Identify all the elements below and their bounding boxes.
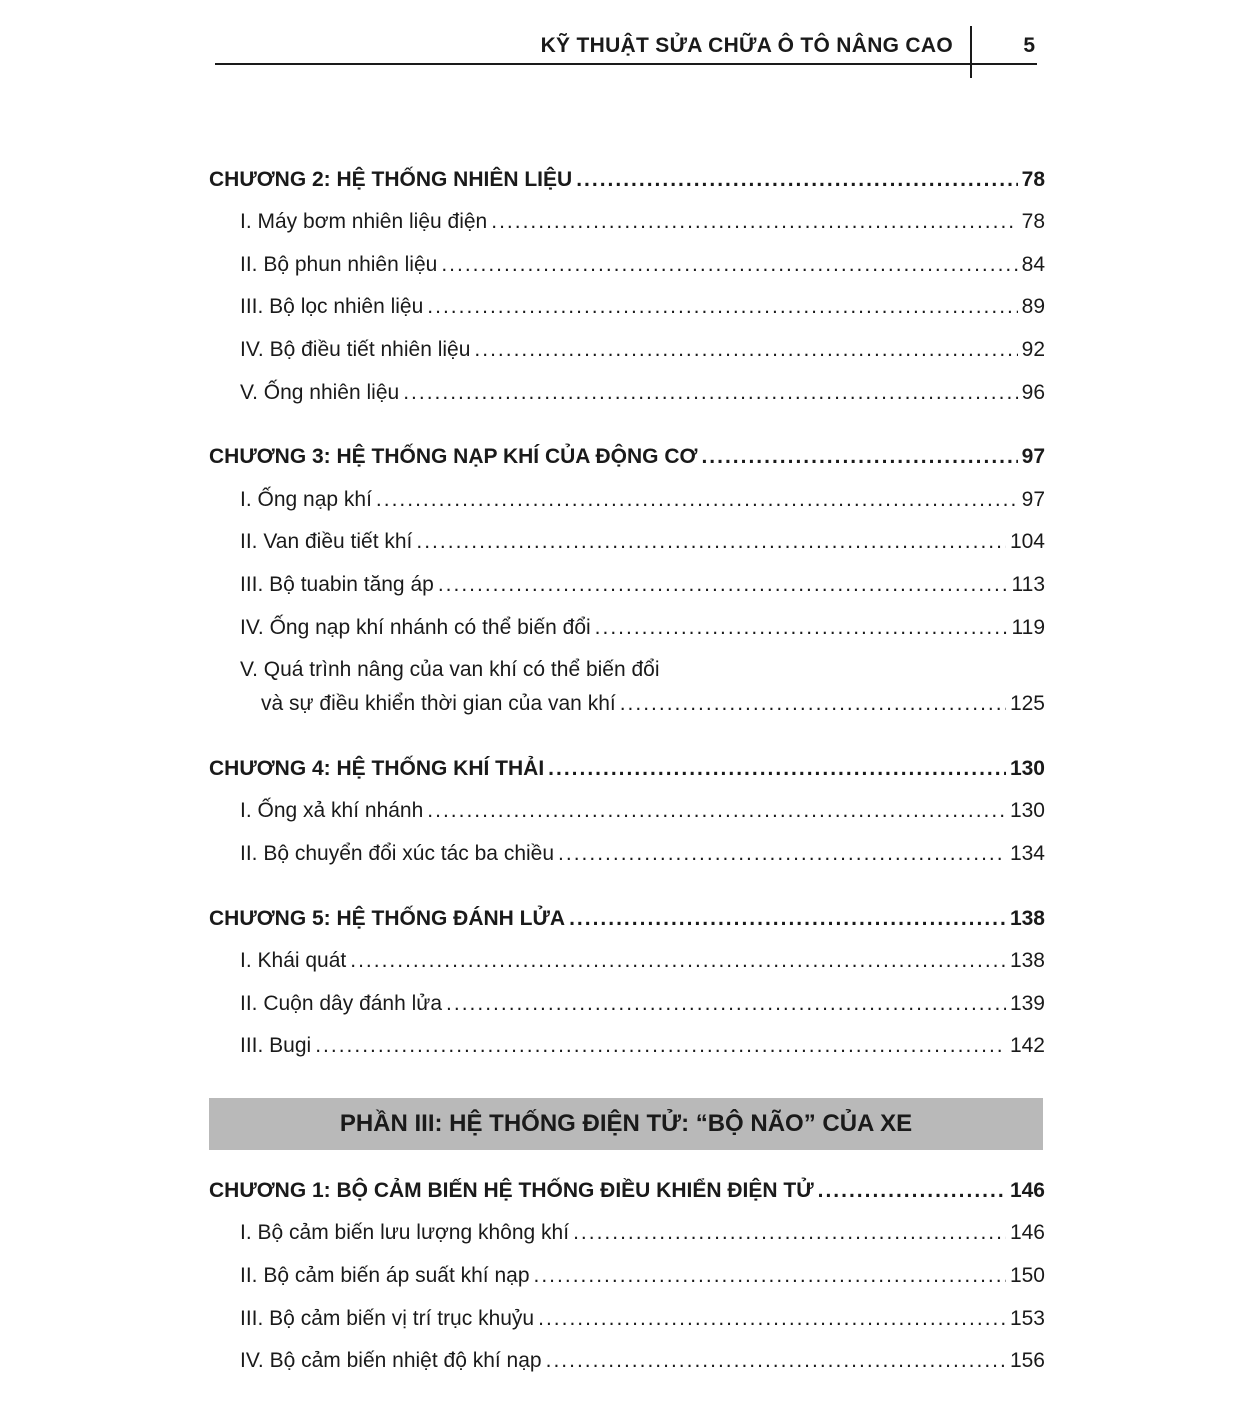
toc-item <box>209 1331 1045 1374</box>
toc-item-title: II. Van điều tiết khí <box>240 530 413 554</box>
leader-dots <box>576 168 1017 192</box>
toc-chapter-title: CHƯƠNG 5: HỆ THỐNG ĐÁNH LỬA <box>209 906 566 930</box>
toc-page: 104 <box>1009 530 1045 554</box>
toc-page: 97 <box>1021 445 1045 469</box>
toc-chapter-title: CHƯƠNG 1: BỘ CẢM BIẾN HỆ THỐNG ĐIỀU KHIỂN ĐIỆN TỬ <box>209 1178 814 1202</box>
toc-item-title: I. Khái quát <box>240 949 347 973</box>
toc-chapter <box>209 738 1045 781</box>
toc-page: 139 <box>1009 991 1045 1015</box>
leader-dots <box>446 992 1006 1016</box>
leader-dots <box>548 757 1006 781</box>
toc-item <box>209 192 1045 235</box>
toc-page: 146 <box>1009 1178 1045 1202</box>
toc-item-title: II. Bộ phun nhiên liệu <box>240 252 438 276</box>
toc-item-title: V. Quá trình nâng của van khí có thể biến đổi <box>240 658 660 682</box>
toc-item-line1 <box>209 640 1045 683</box>
toc-item <box>209 1203 1045 1246</box>
leader-dots <box>558 842 1006 866</box>
toc-page: 78 <box>1021 167 1045 191</box>
toc-item-title: I. Ống nạp khí <box>240 487 372 511</box>
part-banner <box>209 1098 1043 1150</box>
toc-page: 96 <box>1021 380 1045 404</box>
toc-item-title: III. Bộ tuabin tăng áp <box>240 572 434 596</box>
toc-item <box>209 362 1045 405</box>
leader-dots <box>403 381 1017 405</box>
toc-item <box>209 1016 1045 1059</box>
leader-dots <box>441 253 1017 277</box>
leader-dots <box>491 210 1017 234</box>
toc-page: 84 <box>1021 252 1045 276</box>
header-divider <box>970 26 972 78</box>
toc-item <box>209 512 1045 555</box>
toc-item-title: II. Bộ cảm biến áp suất khí nạp <box>240 1264 530 1288</box>
toc-page: 153 <box>1009 1306 1045 1330</box>
toc-item-title: I. Ống xả khí nhánh <box>240 799 424 823</box>
toc-item-title: III. Bugi <box>240 1034 312 1058</box>
toc-item <box>209 1288 1045 1331</box>
toc-item-line2 <box>209 682 1045 716</box>
leader-dots <box>438 573 1008 597</box>
toc-item-title: III. Bộ cảm biến vị trí trục khuỷu <box>240 1306 535 1330</box>
leader-dots <box>538 1307 1006 1331</box>
toc-item <box>209 823 1045 866</box>
toc-page: 130 <box>1009 756 1045 780</box>
toc-page: 134 <box>1009 841 1045 865</box>
leader-dots <box>376 488 1018 512</box>
toc-page: 130 <box>1009 799 1045 823</box>
toc-chapter-title: CHƯƠNG 2: HỆ THỐNG NHIÊN LIỆU <box>209 167 573 191</box>
toc-item-title: II. Cuộn dây đánh lửa <box>240 991 443 1015</box>
leader-dots <box>701 445 1017 469</box>
header-rule <box>215 63 1037 65</box>
toc-item-title: V. Ống nhiên liệu <box>240 380 400 404</box>
leader-dots <box>427 295 1017 319</box>
toc-item <box>209 234 1045 277</box>
leader-dots <box>546 1349 1006 1373</box>
toc-chapter <box>209 1160 1045 1203</box>
toc-item <box>209 973 1045 1016</box>
toc-item-title: III. Bộ lọc nhiên liệu <box>240 295 424 319</box>
toc-item <box>209 1245 1045 1288</box>
page-number: 5 <box>1023 34 1035 57</box>
toc-item-title: và sự điều khiển thời gian của van khí <box>261 692 616 716</box>
leader-dots <box>620 692 1006 716</box>
book-title: KỸ THUẬT SỬA CHỮA Ô TÔ NÂNG CAO <box>540 34 953 57</box>
toc-chapter-title: CHƯƠNG 4: HỆ THỐNG KHÍ THẢI <box>209 756 545 780</box>
toc-item <box>209 319 1045 362</box>
toc-item <box>209 597 1045 640</box>
toc-page: 138 <box>1009 906 1045 930</box>
toc-chapter <box>209 888 1045 931</box>
toc-page: 113 <box>1011 572 1045 596</box>
leader-dots <box>534 1264 1006 1288</box>
leader-dots <box>474 338 1017 362</box>
toc-item-title: IV. Bộ cảm biến nhiệt độ khí nạp <box>240 1349 542 1373</box>
toc-page: 89 <box>1021 295 1045 319</box>
toc-item <box>209 469 1045 512</box>
table-of-contents <box>209 149 1045 1373</box>
toc-page: 146 <box>1009 1221 1045 1245</box>
toc-item <box>209 781 1045 824</box>
toc-item <box>209 931 1045 974</box>
toc-page: 125 <box>1009 692 1045 716</box>
toc-page: 119 <box>1011 615 1045 639</box>
leader-dots <box>569 907 1006 931</box>
toc-page: 92 <box>1021 337 1045 361</box>
leader-dots <box>818 1179 1006 1203</box>
toc-chapter-title: CHƯƠNG 3: HỆ THỐNG NẠP KHÍ CỦA ĐỘNG CƠ <box>209 445 698 469</box>
toc-item <box>209 554 1045 597</box>
toc-page: 78 <box>1021 210 1045 234</box>
running-header <box>215 26 1037 78</box>
toc-chapter <box>209 149 1045 192</box>
toc-page: 156 <box>1009 1349 1045 1373</box>
toc-page: 142 <box>1009 1034 1045 1058</box>
toc-item <box>209 277 1045 320</box>
toc-page: 97 <box>1021 487 1045 511</box>
part-title: PHẦN III: HỆ THỐNG ĐIỆN TỬ: “BỘ NÃO” CỦA XE <box>339 1110 913 1138</box>
toc-item-title: II. Bộ chuyển đổi xúc tác ba chiều <box>240 841 555 865</box>
leader-dots <box>315 1034 1006 1058</box>
toc-chapter <box>209 427 1045 470</box>
toc-page: 150 <box>1009 1264 1045 1288</box>
leader-dots <box>573 1221 1006 1245</box>
toc-item-title: IV. Bộ điều tiết nhiên liệu <box>240 337 471 361</box>
toc-page: 138 <box>1009 949 1045 973</box>
leader-dots <box>427 799 1006 823</box>
leader-dots <box>350 949 1006 973</box>
leader-dots <box>416 530 1006 554</box>
leader-dots <box>595 616 1008 640</box>
toc-item-title: I. Bộ cảm biến lưu lượng không khí <box>240 1221 570 1245</box>
toc-item-title: I. Máy bơm nhiên liệu điện <box>240 210 488 234</box>
toc-item-title: IV. Ống nạp khí nhánh có thể biến đổi <box>240 615 591 639</box>
